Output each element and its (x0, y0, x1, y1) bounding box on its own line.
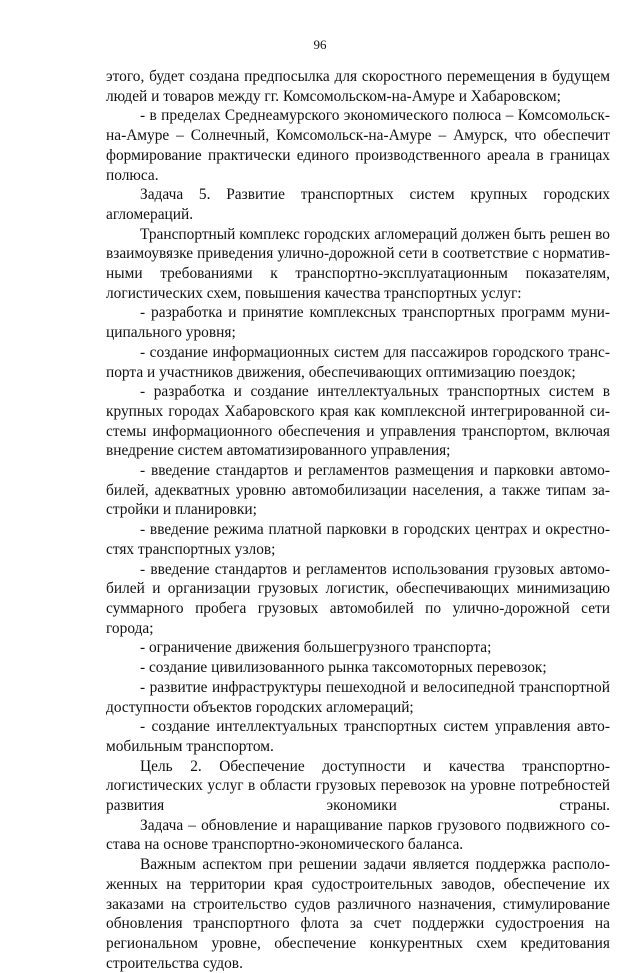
task-fleet-renewal: Задача – обновление и наращивание парков грузового подвижного состава на основе транспортно-экономического баланса. (106, 816, 610, 854)
list-item-truck-standards: - введение стандартов и регламентов использования грузовых автомобилей и организации грузовых логистик, обеспечивающих минимизацию суммарного пробега грузовых автомобилей по улично-дорожной сети города; (106, 560, 610, 637)
task-5-heading: Задача 5. Развитие транспортных систем крупных городских агломераций. (106, 186, 610, 223)
list-item-passenger-info: - создание информационных систем для пассажиров городского транспорта и участников движения, обеспечивающих оптимизацию поездок; (106, 343, 610, 381)
page-text (106, 67, 610, 973)
list-item-amur-pole: - в пределах Среднеамурского экономического полюса – Комсомольск-на-Амуре – Солнечный, Комсомольск-на-Амуре – Амурск, что обеспечит формирование практически единого производственного ареала в границах полюса. (106, 107, 610, 184)
list-item-heavy-traffic: - ограничение движения большегрузного транспорта; (140, 639, 492, 657)
list-item-taxi-market: - создание цивилизованного рынка таксомоторных перевозок; (140, 659, 547, 677)
paragraph-continuation: этого, будет создана предпосылка для скоростного перемещения в будущем людей и товаров между гг. Комсомольском-на-Амуре и Хабаровском; (106, 68, 610, 105)
page-number: 96 (313, 37, 327, 52)
list-item-intelligent-auto: - создание интеллектуальных транспортных систем управления автомобильным транспортом. (106, 718, 610, 755)
paragraph-agglomeration-complex: Транспортный комплекс городских агломераций должен быть решен во взаимоувязке приведения улично-дорожной сети в соответствие с нормативными требованиями к транспортно-эксплуатационным показателям, логистических схем, повышения качества транспортных услуг: (106, 225, 610, 302)
list-item-municipal-programs: - разработка и принятие комплексных транспортных программ муниципального уровня; (106, 304, 610, 342)
list-item-paid-parking: - введение режима платной парковки в городских центрах и окрестностях транспортных узлов; (106, 521, 610, 558)
paragraph-shipbuilding: Важным аспектом при решении задачи является поддержка расположенных на территории края судостроительных заводов, обеспечение их заказами на строительство судов различного назначения, стимулирование обновления транспортного флота за счет поддержки судостроения на региональном уровне, обеспечение конкурентных схем кредитования строительства судов. (106, 856, 610, 972)
list-item-parking-standards: - введение стандартов и регламентов размещения и парковки автомобилей, адекватных уровню автомобилизации населения, а также типам застройки и планировки; (106, 462, 610, 519)
list-item-intelligent-systems: - разработка и создание интеллектуальных транспортных систем в крупных городах Хабаровского края как комплексной интегрированной системы информационного обеспечения и управления транспортом, включая внедрение систем автоматизированного управления; (106, 383, 610, 460)
goal-2-heading: Цель 2. Обеспечение доступности и качества транспортно-логистических услуг в области грузовых перевозок на уровне потребностей развития экономики страны. (106, 757, 610, 815)
list-item-pedestrian-bike: - развитие инфраструктуры пешеходной и велосипедной транспортной доступности объектов городских агломераций; (106, 678, 610, 716)
